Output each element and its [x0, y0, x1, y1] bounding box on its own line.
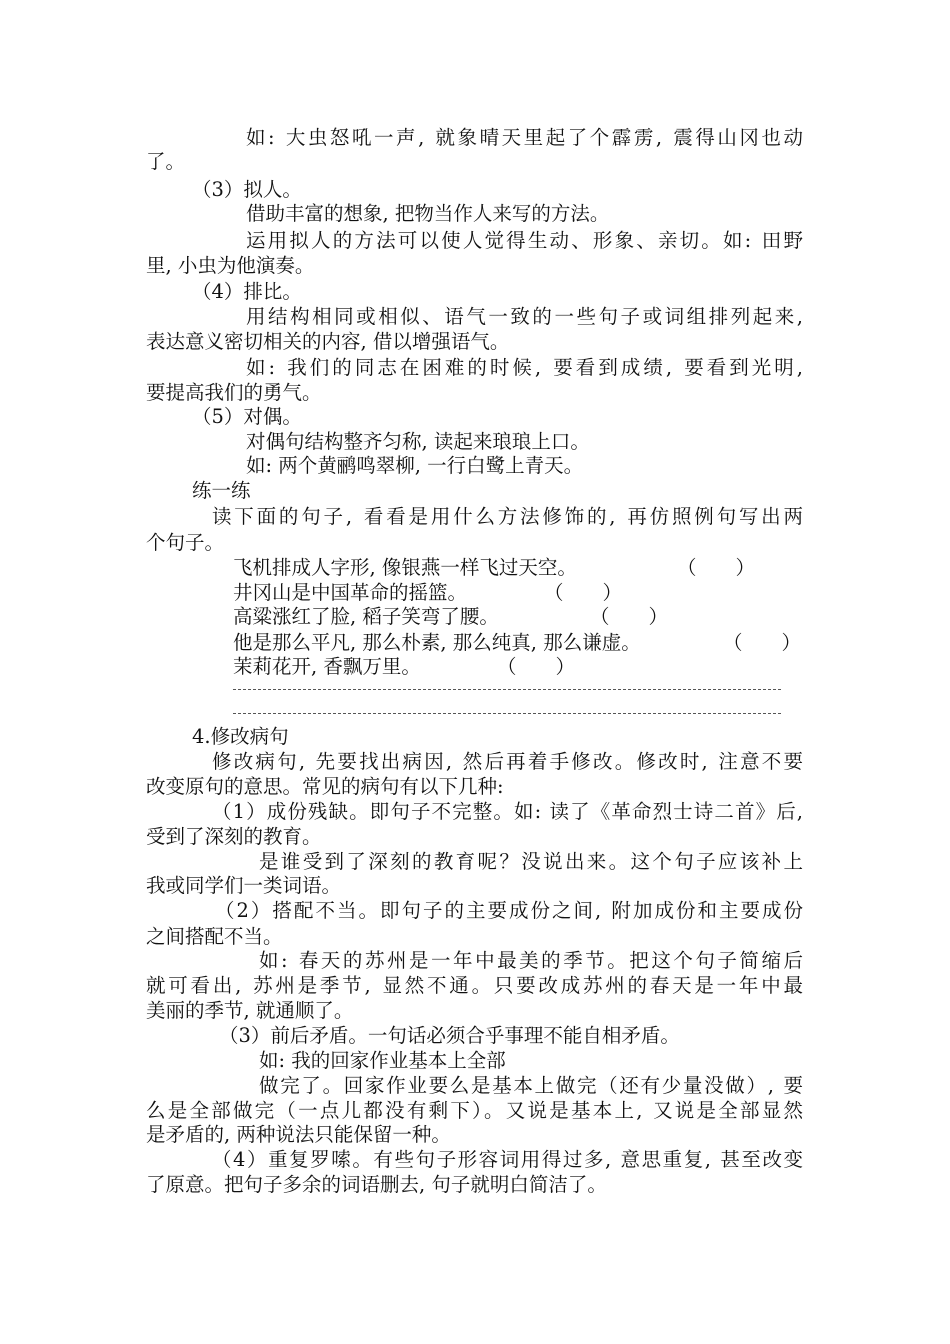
answer-blank: （ ） — [677, 556, 756, 579]
text-line: （4）重复罗嗦。有些句子形容词用得过多, 意思重复, 甚至改变 — [212, 1148, 805, 1171]
text-line: （3）前后矛盾。一句话必须合乎事理不能自相矛盾。 — [219, 1024, 680, 1047]
answer-blank: （ ） — [497, 655, 576, 678]
text-line: 受到了深刻的教育。 — [146, 825, 322, 848]
text-line: 了。 — [146, 150, 186, 173]
text-line: （2）搭配不当。即句子的主要成份之间, 附加成份和主要成份 — [215, 899, 805, 922]
answer-blank: （ ） — [590, 605, 669, 628]
text-line: 用结构相同或相似、语气一致的一些句子或词组排列起来, — [246, 305, 806, 328]
section-heading: 4.修改病句 — [192, 725, 289, 748]
exercise-sentence: 飞机排成人字形, 像银燕一样飞过天空。 — [233, 556, 577, 579]
answer-line — [233, 689, 781, 690]
text-line: 了原意。把句子多余的词语删去, 句子就明白简洁了。 — [146, 1173, 607, 1196]
text-line: 如: 春天的苏州是一年中最美的季节。把这个句子简缩后 — [259, 949, 806, 972]
text-line: 做完了。回家作业要么是基本上做完（还有少量没做）, 要 — [259, 1074, 805, 1097]
answer-line — [233, 713, 781, 714]
text-line: 之间搭配不当。 — [146, 925, 283, 948]
text-line: 如: 我的回家作业基本上全部 — [259, 1049, 506, 1072]
text-line: 改变原句的意思。常见的病句有以下几种: — [146, 775, 504, 798]
text-line: 么是全部做完（一点儿都没有剩下）。又说是基本上, 又说是全部显然 — [146, 1099, 806, 1122]
answer-blank: （ ） — [544, 581, 623, 604]
text-line: 读下面的句子, 看看是用什么方法修饰的, 再仿照例句写出两 — [212, 505, 806, 528]
exercise-sentence: 井冈山是中国革命的摇篮。 — [233, 581, 468, 604]
section-heading: （3）拟人。 — [192, 178, 302, 201]
text-line: 美丽的季节, 就通顺了。 — [146, 999, 354, 1022]
text-line: 是矛盾的, 两种说法只能保留一种。 — [146, 1123, 451, 1146]
text-line: 要提高我们的勇气。 — [146, 381, 322, 404]
text-line: 个句子。 — [146, 531, 225, 554]
exercise-heading: 练一练 — [192, 479, 251, 502]
exercise-sentence: 茉莉花开, 香飘万里。 — [233, 655, 421, 678]
text-line: 就可看出, 苏州是季节, 显然不通。只要改成苏州的春天是一年中最 — [146, 974, 806, 997]
text-line: 如: 我们的同志在困难的时候, 要看到成绩, 要看到光明, — [246, 356, 807, 379]
text-line: 我或同学们一类词语。 — [146, 874, 342, 897]
exercise-sentence: 高粱涨红了脸, 稻子笑弯了腰。 — [233, 605, 499, 628]
text-line: （1）成份残缺。即句子不完整。如: 读了《革命烈士诗二首》后, — [212, 800, 805, 823]
text-line: 运用拟人的方法可以使人觉得生动、形象、亲切。如: 田野 — [246, 229, 806, 252]
answer-blank: （ ） — [723, 631, 802, 654]
text-line: 如: 两个黄鹂鸣翠柳, 一行白鹭上青天。 — [246, 454, 584, 477]
text-line: 里, 小虫为他演奏。 — [146, 254, 315, 277]
section-heading: （5）对偶。 — [192, 405, 302, 428]
section-heading: （4）排比。 — [192, 280, 302, 303]
text-line: 是谁受到了深刻的教育呢？没说出来。这个句子应该补上 — [259, 850, 806, 873]
text-line: 借助丰富的想象, 把物当作人来写的方法。 — [246, 202, 610, 225]
text-line: 如: 大虫怒吼一声, 就象晴天里起了个霹雳, 震得山冈也动 — [246, 126, 806, 149]
text-line: 表达意义密切相关的内容, 借以增强语气。 — [146, 330, 510, 353]
text-line: 对偶句结构整齐匀称, 读起来琅琅上口。 — [246, 430, 590, 453]
text-line: 修改病句, 先要找出病因, 然后再着手修改。修改时, 注意不要 — [212, 750, 806, 773]
exercise-sentence: 他是那么平凡, 那么朴素, 那么纯真, 那么谦虚。 — [233, 631, 641, 654]
